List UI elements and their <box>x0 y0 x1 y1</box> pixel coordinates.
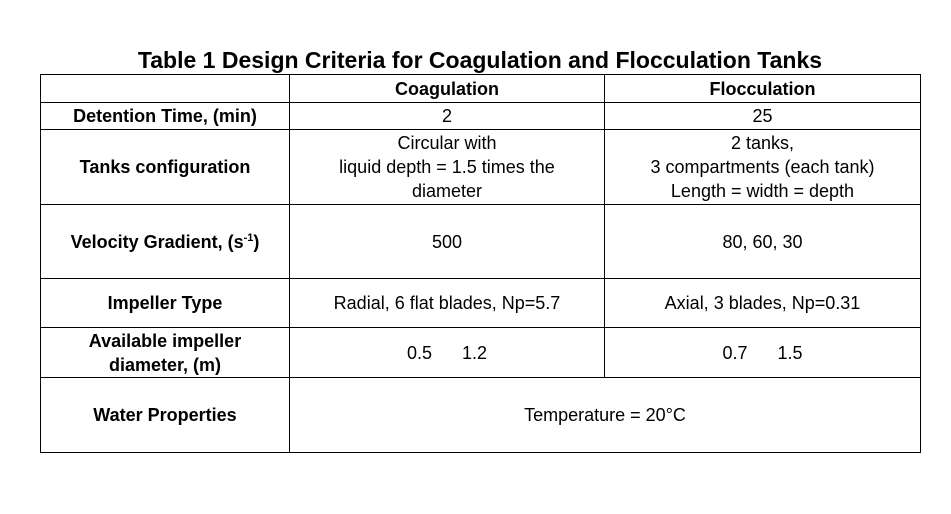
table-row-impeller-type <box>41 279 921 328</box>
header-blank-cell <box>41 75 290 103</box>
cell-diameter-flocculation <box>605 328 921 378</box>
diameter-coagulation-large: 1.2 <box>462 342 488 363</box>
tanks-coagulation-line-3: diameter <box>411 181 483 201</box>
row-label-tanks-configuration: Tanks configuration <box>41 130 290 205</box>
table-row-velocity-gradient <box>41 205 921 279</box>
diameter-flocculation-small: 0.7 <box>722 342 748 363</box>
diameter-flocculation-large: 1.5 <box>777 342 803 363</box>
design-criteria-table <box>40 74 921 453</box>
table-row-impeller-diameter <box>41 328 921 378</box>
cell-tanks-flocculation <box>605 130 921 205</box>
cell-velocity-flocculation: 80, 60, 30 <box>605 205 921 279</box>
table-row-water-properties <box>41 378 921 453</box>
cell-detention-flocculation: 25 <box>605 103 921 130</box>
diameter-coagulation-small: 0.5 <box>406 342 432 363</box>
velocity-label-superscript: -1 <box>243 231 254 244</box>
cell-detention-coagulation: 2 <box>290 103 605 130</box>
table-row-detention-time <box>41 103 921 130</box>
tanks-flocculation-line-2: 3 compartments (each tank) <box>650 157 875 177</box>
row-label-detention-time: Detention Time, (min) <box>41 103 290 130</box>
cell-impeller-type-flocculation: Axial, 3 blades, Np=0.31 <box>605 279 921 328</box>
table-title: Table 1 Design Criteria for Coagulation and Flocculation Tanks <box>137 47 823 73</box>
cell-velocity-coagulation: 500 <box>290 205 605 279</box>
tanks-coagulation-line-2: liquid depth = 1.5 times the <box>339 157 555 177</box>
velocity-label-suffix: ) <box>253 231 260 252</box>
row-label-impeller-type: Impeller Type <box>41 279 290 328</box>
column-header-coagulation: Coagulation <box>290 75 605 103</box>
column-header-flocculation: Flocculation <box>605 75 921 103</box>
row-label-velocity-gradient <box>41 205 290 279</box>
cell-tanks-coagulation <box>290 130 605 205</box>
tanks-coagulation-line-1: Circular with <box>397 133 497 153</box>
row-label-water-properties: Water Properties <box>41 378 290 453</box>
row-label-impeller-diameter <box>41 328 290 378</box>
tanks-flocculation-line-3: Length = width = depth <box>670 181 855 201</box>
header-row <box>41 75 921 103</box>
cell-diameter-coagulation <box>290 328 605 378</box>
tanks-flocculation-line-1: 2 tanks, <box>730 133 795 153</box>
cell-water-temperature: Temperature = 20°C <box>290 378 921 453</box>
cell-impeller-type-coagulation: Radial, 6 flat blades, Np=5.7 <box>290 279 605 328</box>
impeller-diameter-label-line-1: Available impeller <box>88 330 242 351</box>
table-row-tanks-configuration <box>41 130 921 205</box>
impeller-diameter-label-line-2: diameter, (m) <box>108 354 222 375</box>
velocity-label-prefix: Velocity Gradient, (s <box>70 231 244 252</box>
